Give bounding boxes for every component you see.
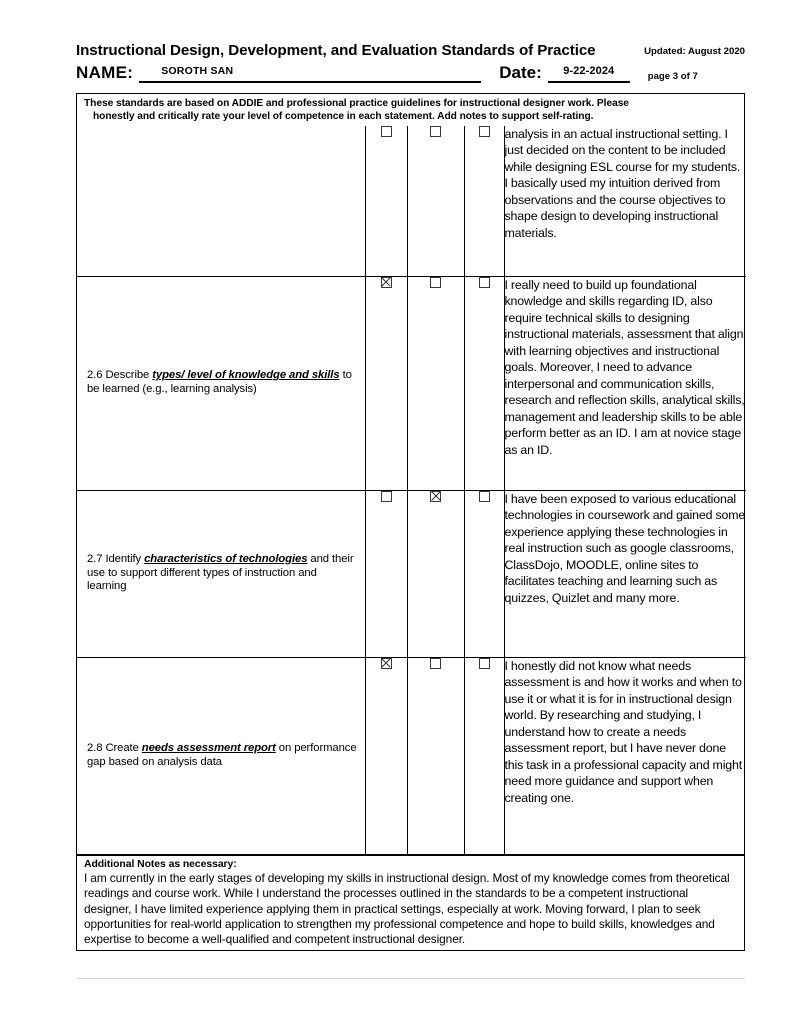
notes-text: analysis in an actual instructional setting. I just decided on the content to be included while designing ESL course for my students. I basically used my intuition derived from observations and the course objectives to shape design to developing instructional materials. xyxy=(504,126,741,240)
checkbox-rating-2[interactable] xyxy=(430,491,441,502)
standards-table xyxy=(76,93,745,951)
rating-cell-3[interactable] xyxy=(464,276,504,490)
date-value: 9-22-2024 xyxy=(563,65,615,77)
statement-emphasis: types/ level of knowledge and skills xyxy=(152,369,340,382)
page-title: Instructional Design, Development, and Evaluation Standards of Practice xyxy=(76,42,596,59)
date-field[interactable] xyxy=(548,62,630,83)
document-header xyxy=(76,42,745,83)
instructions-banner xyxy=(77,94,744,126)
checkbox-rating-2[interactable] xyxy=(430,126,441,137)
rating-cell-2[interactable] xyxy=(407,276,464,490)
statement-prefix: 2.8 Create xyxy=(87,741,142,754)
statement-text xyxy=(77,742,365,770)
rating-cell-1[interactable] xyxy=(365,490,407,657)
checkbox-rating-1[interactable] xyxy=(381,126,392,137)
date-label: Date: xyxy=(499,63,542,82)
statement-prefix: 2.7 Identify xyxy=(87,552,145,565)
additional-notes-title: Additional Notes as necessary: xyxy=(84,858,237,870)
instructions-line-2: honestly and critically rate your level of competence in each statement. Add notes to support self-rating. xyxy=(93,111,594,123)
instructions-line-1: These standards are based on ADDIE and professional practice guidelines for instructional designer work. Please xyxy=(84,98,629,109)
page-number: page 3 of 7 xyxy=(647,71,698,82)
statement-text xyxy=(77,369,365,397)
statement-suffix: on performance gap based on analysis data xyxy=(87,741,357,768)
statement-prefix: 2.6 Describe xyxy=(87,369,153,382)
name-field[interactable] xyxy=(139,62,481,83)
notes-cell[interactable] xyxy=(504,657,746,854)
statement-emphasis: characteristics of technologies xyxy=(144,552,308,565)
checkbox-rating-2[interactable] xyxy=(430,658,441,669)
checkbox-rating-3[interactable] xyxy=(479,277,490,288)
statement-emphasis: needs assessment report xyxy=(141,741,276,754)
name-date-row xyxy=(76,62,745,83)
rating-cell-3[interactable] xyxy=(464,126,504,277)
table-row xyxy=(77,657,746,854)
notes-cell[interactable] xyxy=(504,126,746,277)
notes-cell[interactable] xyxy=(504,276,746,490)
checkbox-rating-1[interactable] xyxy=(381,491,392,502)
statement-text xyxy=(77,553,365,594)
notes-text: I really need to build up foundational knowledge and skills regarding ID, also require technical skills to designing instructional materials, assessment that align with learning objectives and instructional goals. Moreover, I need to advance interpersonal and communication skills, research and reflection skills, analytical skills, management and leadership skills to be able perform better as an ID. I am at novice stage as an ID. xyxy=(504,277,745,457)
table-row xyxy=(77,490,746,657)
rating-cell-2[interactable] xyxy=(407,490,464,657)
ratings-grid xyxy=(77,126,746,854)
footer-divider xyxy=(76,978,745,979)
statement-suffix: and their use to support different types of instruction and learning xyxy=(87,552,354,593)
rating-cell-3[interactable] xyxy=(464,657,504,854)
additional-notes-section[interactable] xyxy=(77,854,744,950)
checkbox-rating-3[interactable] xyxy=(479,658,490,669)
statement-suffix: to be learned (e.g., learning analysis) xyxy=(87,369,352,395)
name-value: SOROTH SAN xyxy=(161,65,234,77)
notes-text: I honestly did not know what needs assessment is and how it works and when to use it or what it is for in instructional design world. By researching and studying, I understand how to create a needs assessment report, but I have never done this task in a professional capacity and might need more guidance and support when creating one. xyxy=(504,658,743,805)
rating-cell-1[interactable] xyxy=(365,276,407,490)
name-label: NAME: xyxy=(76,63,134,82)
checkbox-rating-1[interactable] xyxy=(381,277,392,288)
checkbox-rating-3[interactable] xyxy=(479,126,490,137)
checkbox-rating-2[interactable] xyxy=(430,277,441,288)
table-row xyxy=(77,276,746,490)
statement-cell xyxy=(77,126,365,277)
rating-cell-2[interactable] xyxy=(407,126,464,277)
notes-cell[interactable] xyxy=(504,490,746,657)
additional-notes-body: I am currently in the early stages of developing my skills in instructional design. Most of my knowledge comes from theoretical readings and course work. While I understand the processes outlined in the standards to be a competent instructional designer, I have limited experience applying them in practical settings, especially at work. Moving forward, I plan to seek opportunities for real-world application to strengthen my professional competence and hope to build skills, knowledges and expertise to become a well-qualified and competent instructional designer. xyxy=(84,871,730,947)
statement-cell xyxy=(77,657,365,854)
table-row xyxy=(77,126,746,277)
rating-cell-3[interactable] xyxy=(464,490,504,657)
rating-cell-2[interactable] xyxy=(407,657,464,854)
statement-cell xyxy=(77,490,365,657)
notes-text: I have been exposed to various educational technologies in coursework and gained some experience applying these technologies in real instruction such as google classrooms, ClassDojo, MOODLE, online sites to facilitates teaching and learning such as quizzes, Quizlet and many more. xyxy=(504,491,746,605)
checkbox-rating-3[interactable] xyxy=(479,491,490,502)
updated-label: Updated: August 2020 xyxy=(644,46,745,57)
title-row xyxy=(76,42,745,59)
checkbox-rating-1[interactable] xyxy=(381,658,392,669)
rating-cell-1[interactable] xyxy=(365,657,407,854)
statement-cell xyxy=(77,276,365,490)
rating-cell-1[interactable] xyxy=(365,126,407,277)
